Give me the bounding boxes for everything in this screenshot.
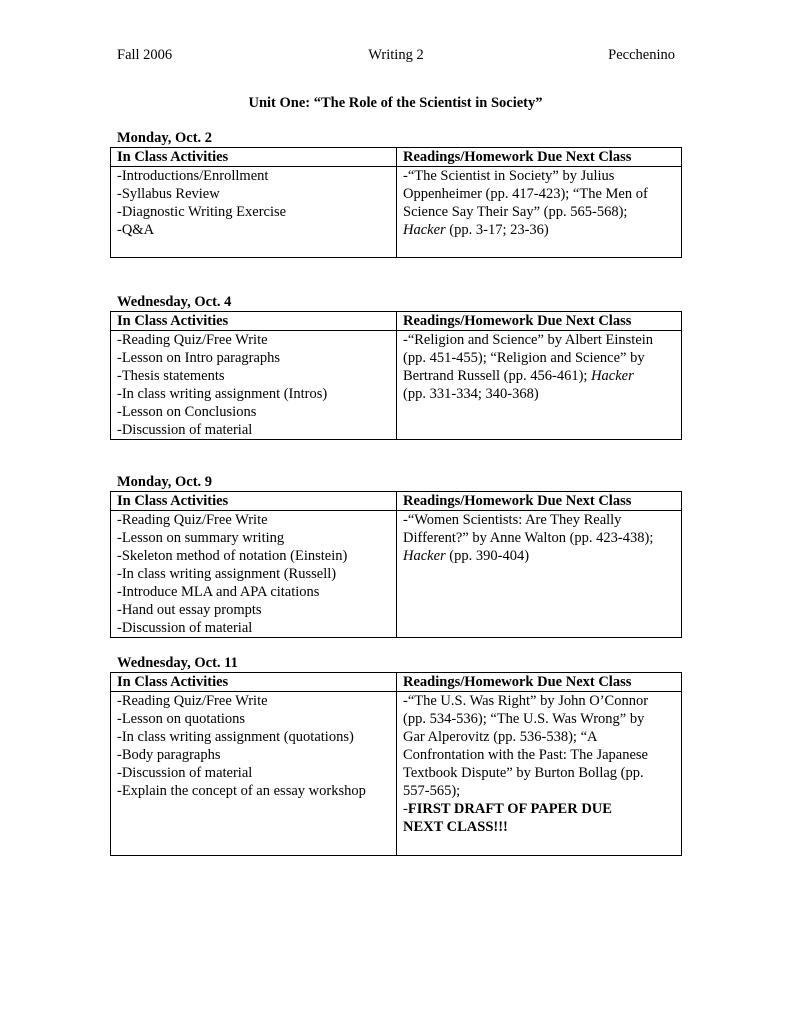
activity-item: -Body paragraphs	[117, 747, 221, 763]
term-label: Fall 2006	[117, 47, 173, 63]
table-row	[111, 167, 682, 258]
session-table	[110, 311, 682, 440]
activity-item: -Reading Quiz/Free Write	[117, 332, 268, 348]
activities-cell	[111, 511, 397, 638]
activity-item: -Introductions/Enrollment	[117, 168, 269, 184]
due-notice	[403, 800, 675, 818]
due-notice-cont: NEXT CLASS!!!	[403, 819, 508, 835]
activities-header: In Class Activities	[111, 312, 397, 331]
table-header-row	[111, 673, 682, 692]
activity-item: -Lesson on Conclusions	[117, 404, 257, 420]
activity-item: -In class writing assignment (Russell)	[117, 566, 337, 582]
session-day-heading: Monday, Oct. 2	[117, 130, 213, 146]
session-day-heading: Monday, Oct. 9	[117, 474, 213, 490]
activity-item: -Diagnostic Writing Exercise	[117, 204, 287, 220]
readings-header: Readings/Homework Due Next Class	[397, 673, 682, 692]
reading-line	[403, 367, 675, 385]
reading-line: Science Say Their Say” (pp. 565-568);	[403, 204, 628, 220]
book-title: Hacker	[591, 368, 634, 384]
book-title: Hacker	[403, 548, 446, 564]
activity-item: -Discussion of material	[117, 765, 253, 781]
activity-item: -In class writing assignment (Intros)	[117, 386, 328, 402]
session-day-heading: Wednesday, Oct. 4	[117, 294, 232, 310]
reading-line: (pp. 331-334; 340-368)	[403, 386, 539, 402]
reading-line: 557-565);	[403, 783, 461, 799]
activity-item: -Introduce MLA and APA citations	[117, 584, 320, 600]
reading-line	[403, 547, 675, 565]
session-table	[110, 147, 682, 258]
activity-item: -Explain the concept of an essay workshop	[117, 783, 366, 799]
session-table	[110, 672, 682, 856]
table-header-row	[111, 492, 682, 511]
due-text: FIRST DRAFT OF PAPER DUE	[407, 801, 612, 817]
reading-line: Different?” by Anne Walton (pp. 423-438);	[403, 530, 654, 546]
page-header	[117, 46, 675, 66]
table-row	[111, 331, 682, 440]
reading-line: Gar Alperovitz (pp. 536-538); “A	[403, 729, 598, 745]
reading-text: Bertrand Russell (pp. 456-461);	[403, 368, 592, 384]
activity-item: -Lesson on Intro paragraphs	[117, 350, 281, 366]
reading-line: (pp. 451-455); “Religion and Science” by	[403, 350, 645, 366]
activities-header: In Class Activities	[111, 673, 397, 692]
book-title: Hacker	[403, 222, 446, 238]
readings-cell	[397, 331, 682, 440]
table-row	[111, 511, 682, 638]
activities-cell	[111, 692, 397, 856]
reading-line: (pp. 534-536); “The U.S. Was Wrong” by	[403, 711, 645, 727]
reading-line: Confrontation with the Past: The Japanese	[403, 747, 648, 763]
activity-item: -Hand out essay prompts	[117, 602, 262, 618]
activities-header: In Class Activities	[111, 492, 397, 511]
activity-item: -Skeleton method of notation (Einstein)	[117, 548, 348, 564]
activities-header: In Class Activities	[111, 148, 397, 167]
unit-title: Unit One: “The Role of the Scientist in Society”	[248, 95, 543, 111]
activity-item: -In class writing assignment (quotations)	[117, 729, 354, 745]
table-header-row	[111, 148, 682, 167]
readings-cell	[397, 511, 682, 638]
table-header-row	[111, 312, 682, 331]
activities-cell	[111, 331, 397, 440]
activity-item: -Reading Quiz/Free Write	[117, 512, 268, 528]
activity-item: -Lesson on quotations	[117, 711, 246, 727]
activity-item: -Thesis statements	[117, 368, 225, 384]
activity-item: -Discussion of material	[117, 620, 253, 636]
instructor-label: Pecchenino	[608, 47, 675, 63]
activities-cell	[111, 167, 397, 258]
activity-item: -Q&A	[117, 222, 155, 238]
activity-item: -Discussion of material	[117, 422, 253, 438]
readings-header: Readings/Homework Due Next Class	[397, 492, 682, 511]
reading-pages: (pp. 390-404)	[445, 548, 530, 564]
reading-line: -“Religion and Science” by Albert Einstein	[403, 332, 654, 348]
reading-line: -“Women Scientists: Are They Really	[403, 512, 622, 528]
table-row	[111, 692, 682, 856]
course-label: Writing 2	[368, 47, 424, 63]
session-table	[110, 491, 682, 638]
reading-line	[403, 221, 675, 239]
due-dash: -	[403, 801, 408, 817]
readings-cell	[397, 167, 682, 258]
readings-cell	[397, 692, 682, 856]
reading-line: Oppenheimer (pp. 417-423); “The Men of	[403, 186, 648, 202]
readings-header: Readings/Homework Due Next Class	[397, 148, 682, 167]
reading-line: -“The Scientist in Society” by Julius	[403, 168, 615, 184]
readings-header: Readings/Homework Due Next Class	[397, 312, 682, 331]
activity-item: -Lesson on summary writing	[117, 530, 285, 546]
reading-line: Textbook Dispute” by Burton Bollag (pp.	[403, 765, 644, 781]
reading-pages: (pp. 3-17; 23-36)	[445, 222, 549, 238]
activity-item: -Syllabus Review	[117, 186, 220, 202]
session-day-heading: Wednesday, Oct. 11	[117, 655, 238, 671]
activity-item: -Reading Quiz/Free Write	[117, 693, 268, 709]
reading-line: -“The U.S. Was Right” by John O’Connor	[403, 693, 649, 709]
